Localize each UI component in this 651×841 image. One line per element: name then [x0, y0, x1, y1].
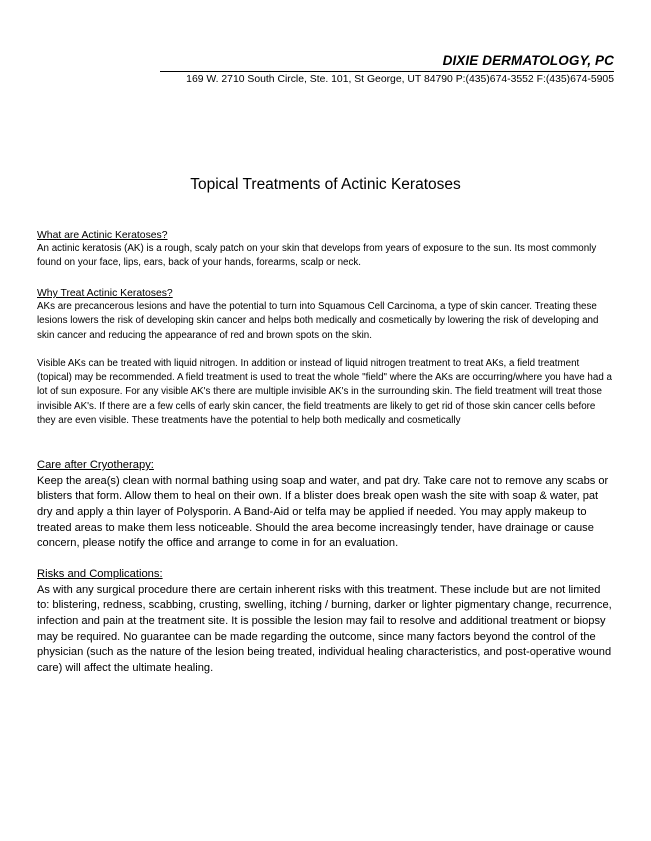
- section-paragraph: Keep the area(s) clean with normal bathing using soap and water, and pat dry. Take care not to remove any scabs or blisters that form. Allow them to heal on their own. If a blister does break open wash the site with soap & water, pat dry and apply a thin layer of Polysporin. A Band-Aid or telfa may be applied if needed. You may apply makeup to treated areas to make them less noticeable. Should the area become increasingly tender, have drainage or cause concern, please notify the office and arrange to come in for an evaluation.: [37, 474, 609, 550]
- section-what-are-aks: [37, 229, 612, 271]
- practice-name: DIXIE DERMATOLOGY, PC: [442, 53, 614, 68]
- section-heading: What are Actinic Keratoses?: [37, 230, 168, 241]
- section-heading: Why Treat Actinic Keratoses?: [37, 288, 173, 299]
- section-care-after-cryotherapy: [37, 458, 612, 552]
- section-paragraph: Visible AKs can be treated with liquid nitrogen. In addition or instead of liquid nitrogen treatment to treat AKs, a field treatment (topical) may be recommended. A field treatment is used to treat the whole "field" where the AKs are occurring/where you have had a lot of sun exposure. For any visible AK's there are multiple invisible AK's in the surrounding skin. The field treatment will treat those invisible AK's. If there are a few cells of early skin cancer, the field treatments are likely to get rid of those skin cancer cells before they are even visible. These treatments have the potential to help both medically and cosmetically: [37, 357, 612, 427]
- section-paragraph: AKs are precancerous lesions and have the potential to turn into Squamous Cell Carcinoma, a type of skin cancer. Treating these lesions lowers the risk of developing skin cancer and helps both medically and cosmetically by lowering the risk of developing and skin cancer and reducing the appearance of red and brown spots on the skin.: [37, 301, 599, 341]
- section-paragraph: An actinic keratosis (AK) is a rough, scaly patch on your skin that develops from years of exposure to the sun. Its most commonly found on your face, lips, ears, back of your hands, forearms, scalp or neck.: [37, 243, 597, 269]
- section-risks-and-complications: [37, 567, 612, 677]
- letterhead: [160, 52, 614, 72]
- section-paragraph: As with any surgical procedure there are certain inherent risks with this treatment. These include but are not limited to: blistering, redness, scabbing, crusting, swelling, itching / burning, darker or lighter pigmentary change, recurrence, infection and pain at the treatment site. It is possible the lesion may fail to resolve and additional treatment or biopsy may be required. No guarantee can be made regarding the outcome, since many factors beyond the control of the physician (such as the nature of the lesion being treated, individual healing characteristics, and post-operative wound care) will affect the ultimate healing.: [37, 583, 612, 675]
- section-heading: Risks and Complications:: [37, 568, 163, 580]
- section-why-treat: [37, 287, 612, 428]
- practice-address: 169 W. 2710 South Circle, Ste. 101, St George, UT 84790 P:(435)674-3552 F:(435)674-5905: [186, 74, 614, 85]
- section-heading: Care after Cryotherapy:: [37, 459, 154, 471]
- document-title: Topical Treatments of Actinic Keratoses: [190, 176, 461, 193]
